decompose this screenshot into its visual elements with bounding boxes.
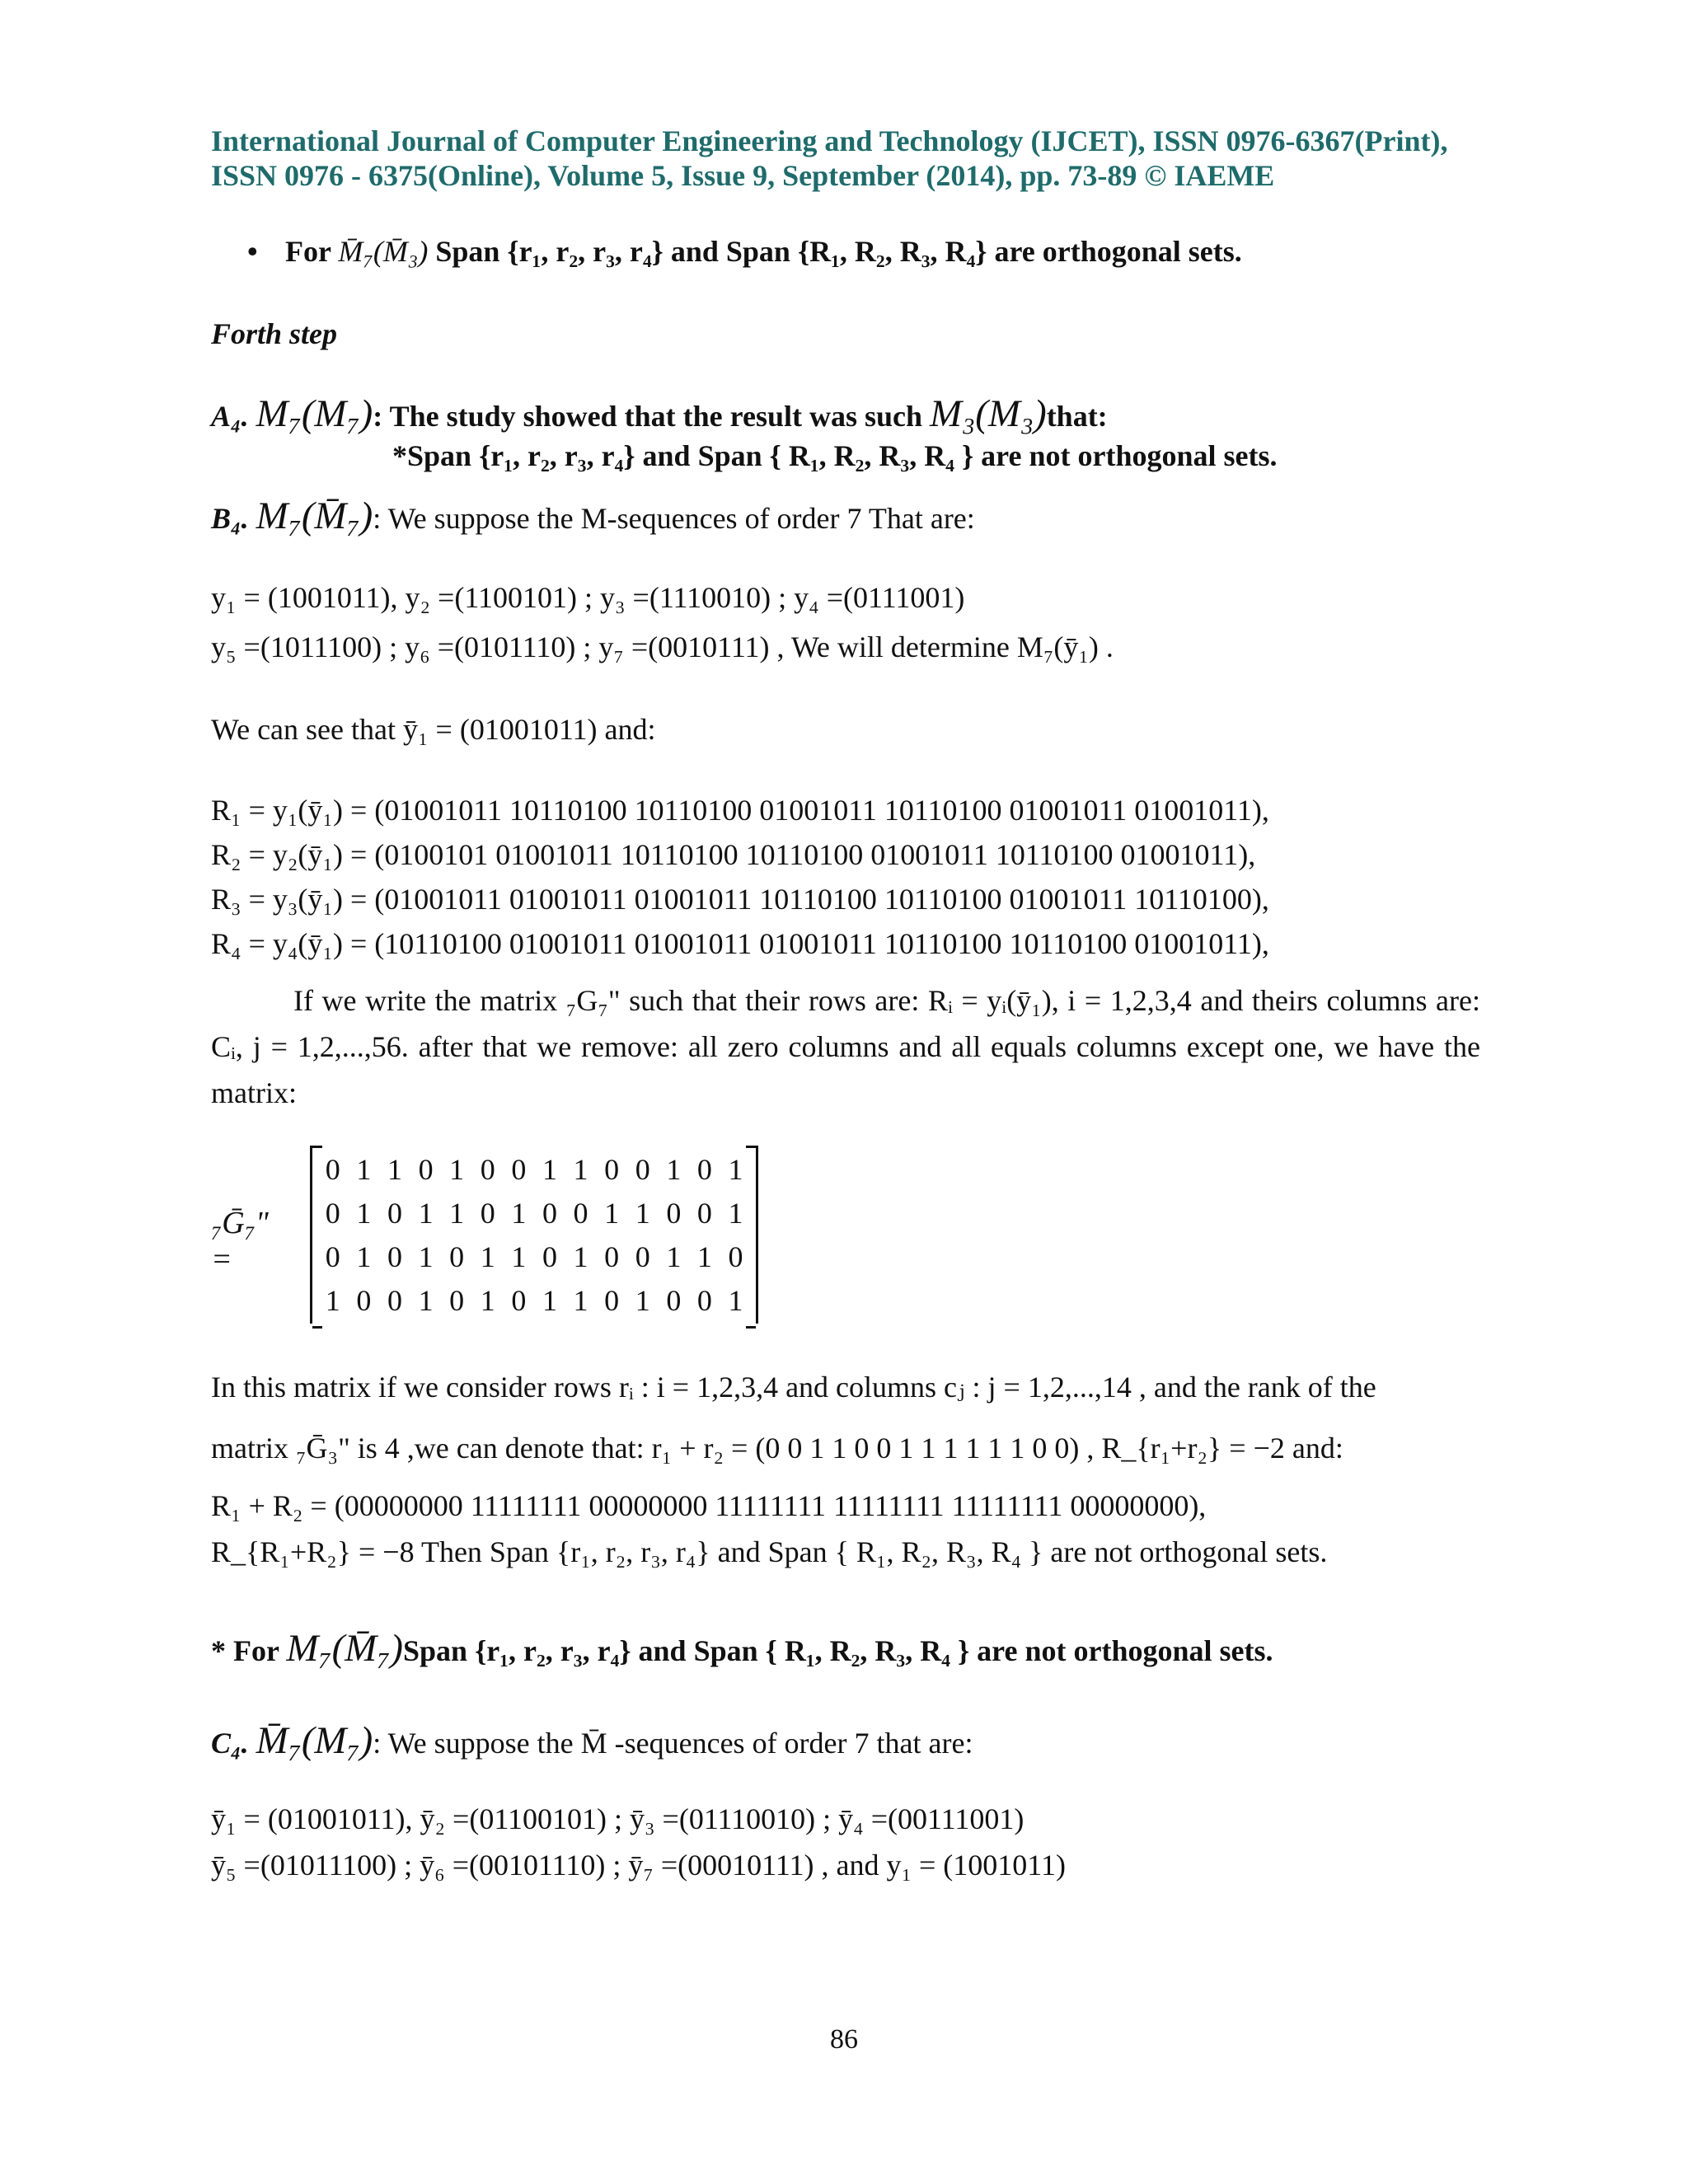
r-line-4: R₄ = y₄(ȳ₁) = (10110100 01001011 01001011 01001011 10110100 10110100 01001011),	[211, 927, 1269, 960]
matrix-cell: 0	[604, 1283, 620, 1317]
star-text: Span {r₁, r₂, r₃, r₄} and Span { R₁, R₂, R₃, R₄ } are not orthogonal sets.	[403, 1634, 1273, 1667]
star-prefix: * For	[211, 1634, 279, 1667]
matrix-cell: 1	[728, 1152, 743, 1186]
paragraph-rows-line-4: R_{R₁+R₂} = −8 Then Span {r₁, r₂, r₃, r₄} and Span { R₁, R₂, R₃, R₄ } are not orthogonal sets.	[211, 1535, 1328, 1568]
matrix-cell: 1	[573, 1283, 588, 1317]
a4-math: M₇(M₇)	[256, 392, 373, 435]
matrix-cell: 0	[480, 1152, 495, 1186]
matrix-cell: 0	[418, 1152, 434, 1186]
b4-line	[211, 493, 1480, 539]
matrix-cell: 1	[356, 1152, 372, 1186]
r-line-3: R₃ = y₃(ȳ₁) = (01001011 01001011 01001011 10110100 10110100 01001011 10110100),	[211, 883, 1269, 916]
matrix-cell: 1	[356, 1240, 372, 1273]
journal-header	[211, 124, 1480, 193]
matrix-cell: 1	[604, 1196, 620, 1230]
header-line-1: International Journal of Computer Engineering and Technology (IJCET), ISSN 0976-6367(Print),	[211, 124, 1448, 157]
header-line-2: ISSN 0976 - 6375(Online), Volume 5, Issue 9, September (2014), pp. 73-89 © IAEME	[211, 159, 1275, 192]
r-line-2: R₂ = y₂(ȳ₁) = (0100101 01001011 10110100 10110100 01001011 10110100 01001011),	[211, 838, 1256, 871]
matrix-label: ₇Ḡ₇" =	[211, 1206, 269, 1277]
bullet-prefix: For	[285, 235, 331, 268]
matrix-cell: 0	[573, 1196, 588, 1230]
matrix-cell: 1	[666, 1240, 682, 1273]
bullet-statement	[247, 234, 1517, 269]
matrix-cell: 0	[696, 1152, 712, 1186]
matrix-row	[317, 1235, 751, 1278]
matrix-row	[317, 1147, 751, 1191]
matrix-cell: 1	[449, 1196, 465, 1230]
matrix-cell: 0	[696, 1196, 712, 1230]
matrix-cell: 1	[728, 1283, 743, 1317]
star-math: M₇(M̄₇)	[286, 1627, 403, 1670]
paragraph-rows-line-2: matrix ₇Ḡ₃" is 4 ,we can denote that: r₁ + r₂ = (0 0 1 1 0 0 1 1 1 1 1 1 0 0) , R_{r₁+r₂} = −2 and:	[211, 1432, 1343, 1465]
bullet-text: Span {r₁, r₂, r₃, r₄} and Span {R₁, R₂, R₃, R₄} are orthogonal sets.	[428, 235, 1242, 268]
star-statement	[211, 1625, 1480, 1671]
matrix-cell: 0	[387, 1196, 402, 1230]
matrix-cell: 0	[604, 1240, 620, 1273]
matrix-cell: 0	[542, 1240, 557, 1273]
matrix-cell: 0	[356, 1283, 372, 1317]
matrix-cell: 1	[449, 1152, 465, 1186]
matrix-cell: 0	[449, 1283, 465, 1317]
r-line-1: R₁ = y₁(ȳ₁) = (01001011 10110100 10110100 01001011 10110100 01001011 01001011),	[211, 794, 1269, 827]
matrix-cell: 1	[696, 1240, 712, 1273]
matrix-cell: 1	[325, 1283, 340, 1317]
matrix-cell: 0	[325, 1196, 340, 1230]
matrix-cell: 0	[449, 1240, 465, 1273]
paragraph-matrix-intro: If we write the matrix ₇G₇" such that their rows are: Rᵢ = yᵢ(ȳ₁), i = 1,2,3,4 and theirs columns are: Cᵢ, j = 1,2,...,56. after that we remove: all zero columns and all equals columns except one, we have the matrix:	[211, 984, 1480, 1109]
matrix-cell: 1	[542, 1283, 557, 1317]
matrix-cell: 1	[666, 1152, 682, 1186]
b4-text: : We suppose the M-sequences of order 7 That are:	[373, 502, 975, 535]
sequence-c-line-2: ȳ₅ =(01011100) ; ȳ₆ =(00101110) ; ȳ₇ =(00010111) , and y₁ = (1001011)	[211, 1849, 1066, 1882]
a4-text: : The study showed that the result was such	[373, 400, 923, 433]
matrix-cell: 0	[635, 1240, 650, 1273]
matrix-cell: 1	[511, 1196, 527, 1230]
sequence-b-line-1: y₁ = (1001011), y₂ =(1100101) ; y₃ =(1110010) ; y₄ =(0111001)	[211, 581, 965, 614]
matrix-row	[317, 1191, 751, 1235]
matrix-cell: 0	[728, 1240, 743, 1273]
matrix-cell: 0	[325, 1152, 340, 1186]
sequence-c-line-1: ȳ₁ = (01001011), ȳ₂ =(01100101) ; ȳ₃ =(01110010) ; ȳ₄ =(00111001)	[211, 1802, 1025, 1835]
matrix-cell: 0	[635, 1152, 650, 1186]
matrix-cell: 0	[511, 1283, 527, 1317]
matrix-cell: 0	[666, 1283, 682, 1317]
matrix-cell: 1	[573, 1152, 588, 1186]
matrix-cell: 1	[480, 1283, 495, 1317]
matrix-cell: 0	[387, 1283, 402, 1317]
a4-text-2: that:	[1046, 400, 1108, 433]
matrix-cell: 1	[728, 1196, 743, 1230]
bullet-icon: •	[247, 235, 258, 268]
matrix-cell: 1	[542, 1152, 557, 1186]
matrix-cell: 0	[604, 1152, 620, 1186]
c4-math: M̄₇(M₇)	[256, 1719, 373, 1762]
matrix-cell: 1	[418, 1196, 434, 1230]
forth-step-heading: Forth step	[211, 317, 338, 350]
a4-line	[211, 391, 1480, 437]
matrix-cell: 0	[480, 1196, 495, 1230]
matrix-cell: 1	[387, 1152, 402, 1186]
b4-math: M₇(M̄₇)	[256, 494, 373, 537]
matrix-cell: 0	[511, 1152, 527, 1186]
matrix-cell: 0	[666, 1196, 682, 1230]
matrix-cell: 0	[542, 1196, 557, 1230]
sequence-b-line-2: y₅ =(1011100) ; y₆ =(0101110) ; y₇ =(0010111) , We will determine M₇(ȳ₁) .	[211, 630, 1114, 663]
matrix-cell: 1	[480, 1240, 495, 1273]
paragraph-rows-line-3: R₁ + R₂ = (00000000 11111111 00000000 11111111 11111111 11111111 00000000),	[211, 1489, 1207, 1522]
paragraph-rows-line-1: In this matrix if we consider rows rᵢ : i = 1,2,3,4 and columns cⱼ : j = 1,2,...,14 , and the rank of the	[211, 1371, 1376, 1404]
bullet-math: M̄₇(M̄₃)	[338, 235, 429, 268]
c4-label: C₄.	[211, 1727, 249, 1760]
page-number: 86	[830, 2024, 858, 2055]
matrix-cell: 0	[696, 1283, 712, 1317]
see-that-line: We can see that ȳ₁ = (01001011) and:	[211, 713, 656, 746]
matrix-cell: 1	[418, 1240, 434, 1273]
matrix-cell: 1	[635, 1196, 650, 1230]
c4-line	[211, 1718, 1480, 1764]
matrix-cell: 0	[325, 1240, 340, 1273]
matrix-cell: 1	[573, 1240, 588, 1273]
b4-label: B₄.	[211, 502, 249, 535]
matrix-cell: 1	[635, 1283, 650, 1317]
matrix	[310, 1146, 758, 1324]
matrix-row	[317, 1278, 751, 1322]
a4-math-2: M₃(M₃)	[930, 392, 1047, 435]
a4-label: A₄.	[211, 400, 249, 433]
matrix-cell: 1	[356, 1196, 372, 1230]
c4-text: : We suppose the M̄ -sequences of order 7 that are:	[373, 1727, 973, 1760]
matrix-cell: 0	[387, 1240, 402, 1273]
matrix-cell: 1	[418, 1283, 434, 1317]
matrix-cell: 1	[511, 1240, 527, 1273]
a4-span-line: *Span {r₁, r₂, r₃, r₄} and Span { R₁, R₂, R₃, R₄ } are not orthogonal sets.	[392, 439, 1278, 472]
